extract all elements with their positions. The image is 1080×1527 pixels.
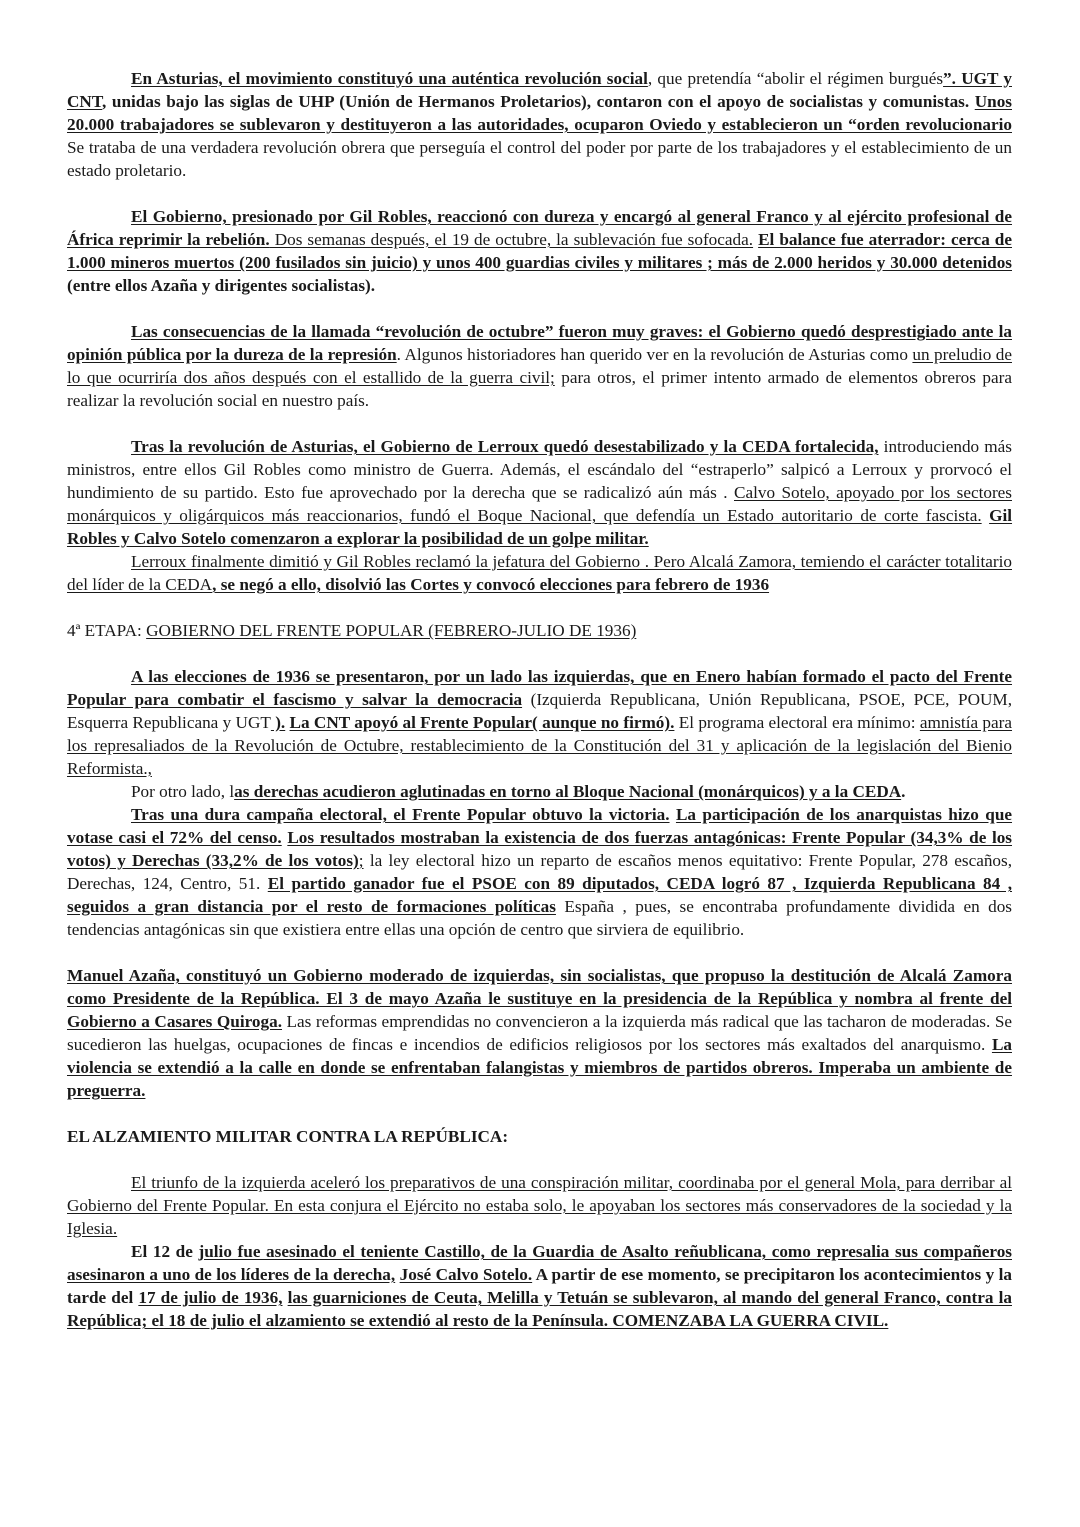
text-run: Las consecuencias de la llamada “revolución de octubre” fueron muy graves: el Gobierno quedó desprestigiado ante la opinión pública por la dureza de la represión [67,322,1012,364]
paragraph [67,619,1012,642]
text-run: El 12 de [131,1242,199,1261]
text-run: A las elecciones de 1936 se presentaron, por un lado las izquierdas, que en Enero habían formado el pacto del Frente Popular para combatir el fascismo y salvar la democracia [67,667,1012,709]
text-run: as derechas acudieron aglutinadas en torno al Bloque Nacional (monárquicos) y a la CEDA [234,782,902,801]
text-run: El partido ganador fue el PSOE con 89 diputados, CEDA logró 87 , Izquierda Republicana 84 , seguidos a gran distancia por el resto de formaciones políticas [67,874,1012,916]
paragraph [67,964,1012,1102]
document-body [67,67,1012,1332]
text-run: las guarniciones de Ceuta, Melilla y Tetuán se sublevaron, al mando del general Franco, contra la República; el 18 de julio el alzamiento se extendió al resto de la Península. COMENZABA LA GUERRA CIVIL. [67,1288,1012,1330]
text-run: La CNT apoyó al Frente Popular( aunque no firmó). [289,713,675,732]
text-run: ”. UGT y CNT [67,69,1012,111]
text-run: Los resultados mostraban la existencia de dos fuerzas antagónicas: Frente Popular (34,3% de los votos) y Derechas (33,2% de los votos) [67,828,1012,870]
text-run: EL ALZAMIENTO MILITAR CONTRA LA REPÚBLICA: [67,1127,509,1146]
paragraph [67,205,1012,297]
paragraph [67,803,1012,941]
text-run: , que pretendía “abolir el régimen burgués [647,69,944,88]
text-run: amnistía para los represaliados de la Revolución de Octubre, restablecimiento de la Constitución del 31 y aplicación de la legislación del Bienio Reformista., [67,713,1013,778]
text-run: Lerroux finalmente dimitió y Gil Robles reclamó la jefatura del Gobierno . Pero Alcalá Zamora, temiendo el carácter totalitario del líder de la CEDA [67,552,1012,594]
text-run: El Gobierno, presionado por Gil Robles, reaccionó con dureza y encargó al general Franco y al ejército profesional de África reprimir la rebelión. [67,207,1012,249]
text-run: Unos 20.000 trabajadores se sublevaron y destituyeron a las autoridades, ocuparon Oviedo y establecieron un “orden revolucionario [67,92,1012,134]
text-run: ). [270,713,286,732]
paragraph [67,780,1012,803]
text-run: julio fue asesinado el teniente Castillo, de la Guardia de Asalto reñublicana, como represalia sus compañeros asesinaron a uno de los líderes de la derecha, [67,1242,1012,1284]
text-run: El programa electoral era mínimo: [674,713,920,732]
paragraph [67,67,1012,182]
text-run: En Asturias, el movimiento constituyó una auténtica revolución social [131,69,648,88]
text-run: , unidas bajo las siglas de UHP (Unión de Hermanos Proletarios), contaron con el apoyo de socialistas y comunistas. [102,92,975,111]
text-run: Tras la revolución de Asturias, el Gobierno de Lerroux quedó desestabilizado y la CEDA fortalecida, [131,437,879,456]
text-run: un preludio de lo que ocurriría dos años después con el estallido de la guerra civil; [67,345,1012,387]
text-run: Tras una dura campaña electoral, el Frente Popular obtuvo la victoria. [131,805,670,824]
text-run: 17 de julio de 1936, [138,1288,283,1307]
paragraph [67,435,1012,550]
text-run: Manuel Azaña, constituyó un Gobierno moderado de izquierdas, sin socialistas, que propuso la destitución de Alcalá Zamora como Presidente de la República. El 3 de mayo Azaña le sustituye en la presidencia de la República y nombra al frente del Gobierno a Casares Quiroga. [67,966,1012,1031]
text-run: La participación de los anarquistas hizo que votase casi el 72% del censo. [67,805,1013,847]
text-run: introduciendo más ministros, entre ellos Gil Robles como ministro de Guerra. Además, el escándalo del “estraperlo” salpicó a Lerroux y prorvocó el hundimiento de su partido. Esto fue aprovechado por la derecha que se radicalizó aún más . [67,437,1012,502]
paragraph [67,550,1012,596]
text-run: Dos semanas después, el 19 de octubre, la sublevación fue sofocada. [269,230,754,249]
text-run: España , pues, se encontraba profundamente dividida en dos tendencias antagónicas sin que existiera entre ellas una opción de centro que sirviera de equilibrio. [67,897,1012,939]
text-run: . Algunos historiadores han querido ver en la revolución de Asturias como [396,345,913,364]
text-run: A partir de ese momento, se precipitaron los acontecimientos y la tarde del [67,1265,1012,1307]
text-run: (entre ellos Azaña y dirigentes socialistas). [67,276,376,295]
paragraph [67,1240,1012,1332]
text-run: la ley electoral hizo un reparto de escaños menos equitativo: Frente Popular, 278 escaños, Derechas, 124, Centro, 51. [67,851,1012,893]
paragraph [67,1171,1012,1240]
text-run: Las reformas emprendidas no convencieron a la izquierda más radical que las tacharon de moderadas. Se sucedieron las huelgas, ocupaciones de fincas e incendios de edificios religiosos por los sectores más exaltados del anarquismo. [67,1012,1013,1054]
paragraph [67,320,1012,412]
text-run: ; [358,851,364,870]
text-run [982,506,989,525]
text-run: José Calvo Sotelo. [399,1265,533,1284]
text-run: para otros, el primer intento armado de elementos obreros para realizar la revolución social en nuestro país. [67,368,1012,410]
text-run: GOBIERNO DEL FRENTE POPULAR (FEBRERO-JULIO DE 1936) [146,621,637,640]
text-run: La violencia se extendió a la calle en donde se enfrentaban falangistas y miembros de partidos obreros. Imperaba un ambiente de preguerra. [67,1035,1012,1100]
text-run: El triunfo de la izquierda aceleró los preparativos de una conspiración militar, coordinaba por el general Mola, para derribar al Gobierno del Frente Popular. En esta conjura el Ejército no estaba solo, le apoyaban los sectores más conservadores de la sociedad y la Iglesia. [67,1173,1012,1238]
section-heading [67,1125,1012,1148]
text-run: (Izquierda Republicana, Unión Republicana, PSOE, PCE, POUM, Esquerra Republicana y UGT [67,690,1012,732]
text-run: Se trataba de una verdadera revolución obrera que perseguía el control del poder por parte de los trabajadores y el establecimiento de un estado proletario. [67,138,1012,180]
text-run: , se negó a ello, disolvió las Cortes y convocó elecciones para febrero de 1936 [212,575,770,594]
text-run: Gil Robles y Calvo Sotelo comenzaron a explorar la posibilidad de un golpe militar. [67,506,1013,548]
text-run: 4ª ETAPA: [67,621,147,640]
text-run: Calvo Sotelo, apoyado por los sectores monárquicos y oligárquicos más reaccionarios, fundó el Boque Nacional, que defendía un Estado autoritario de corte fascista. [67,483,1012,525]
text-run: . [901,782,906,801]
paragraph [67,665,1012,780]
text-run: El balance fue aterrador: cerca de 1.000 mineros muertos (200 fusilados sin juicio) y unos 400 guardias civiles y militares ; más de 2.000 heridos y 30.000 detenidos [67,230,1012,272]
text-run: Por otro lado, l [131,782,235,801]
